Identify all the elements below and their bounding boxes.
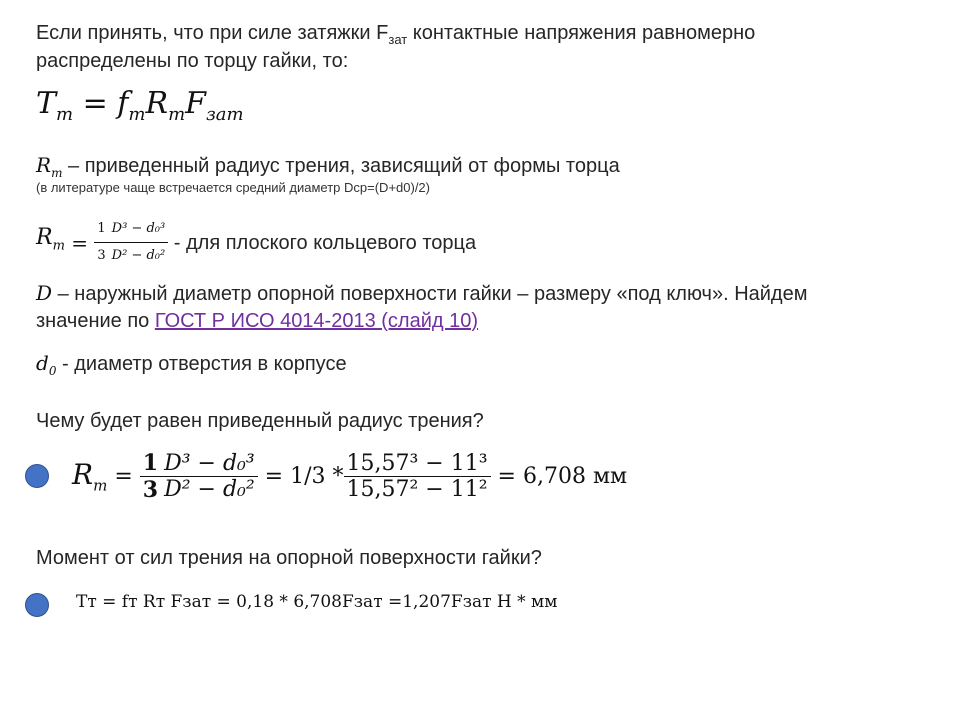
calc-symbolic-fraction: $\frac{\text{D³ − d₀³}}{\text{D² − d₀²}}$ [161, 451, 258, 502]
calc-radius-result: = 6,708 мм [490, 463, 628, 489]
outer-diameter-text: – наружный диаметр опорной поверхности гайки – размеру «под ключ». Найдем [52, 283, 808, 305]
radius-note: (в литературе чаще встречается средний диаметр Dср=(D+d0)/2) [36, 180, 430, 195]
formula-force-symbol: F [185, 86, 206, 121]
formula-torque-subscript: т [56, 104, 74, 125]
torque-calculation: Tт = fт Rт Fзат = 0,18 * 6,708Fзат =1,207Fзат Н * мм [76, 592, 558, 612]
gost-reference-link[interactable]: ГОСТ Р ИСО 4014-2013 (слайд 10) [154, 310, 479, 332]
reference-prefix: значение по [36, 310, 155, 332]
formula-radius-symbol: R [145, 86, 169, 121]
formula-equals-f: = f [73, 86, 129, 121]
radius-symbol: $R_т$ [36, 153, 63, 180]
calc-radius-bullet[interactable] [25, 464, 49, 488]
radius-formula-lhs: $R_т$ [36, 225, 65, 254]
formula-radius-subscript: т [168, 104, 186, 125]
bore-diameter-symbol: $d_0$ [36, 351, 57, 378]
radius-formula-coefficient: $\frac{1}{3}$ [94, 216, 108, 269]
intro-subscript: зат [388, 32, 408, 47]
formula-torque-symbol: T [36, 86, 57, 121]
question-radius: Чему будет равен приведенный радиус трения? [36, 410, 484, 432]
calc-numeric-fraction: $\frac{\text{15,57³ − 11³}}{\text{15,57² − 11²}}$ [344, 451, 491, 502]
calc-equals-1: = [107, 463, 140, 489]
bore-diameter-text: - диаметр отверстия в корпусе [56, 353, 347, 375]
bore-diameter-definition [36, 350, 347, 384]
radius-formula [36, 216, 476, 269]
radius-definition-text: – приведенный радиус трения, зависящий от формы торца [62, 155, 620, 177]
outer-diameter-symbol: D [36, 281, 53, 305]
outer-diameter-definition [36, 280, 807, 307]
formula-force-subscript: зат [205, 104, 244, 125]
radius-formula-fraction: $\frac{\text{D³ − d₀³}}{\text{D² − d₀²}}$ [109, 216, 169, 269]
outer-diameter-reference [36, 308, 478, 334]
radius-formula-equals: = [64, 230, 95, 255]
radius-formula-caption: - для плоского кольцевого торца [168, 231, 477, 254]
intro-text: Если принять, что при силе затяжки F [36, 22, 389, 44]
main-formula [36, 86, 244, 125]
intro-text-rest: контактные напряжения равномерно [407, 22, 756, 44]
calc-coefficient: $\frac{1}{3}$ [140, 450, 161, 503]
question-torque: Момент от сил трения на опорной поверхности гайки? [36, 547, 542, 569]
formula-f-subscript: т [128, 104, 146, 125]
radius-calculation [72, 446, 627, 506]
calc-multiplier: = 1/3 * [257, 463, 344, 489]
intro-line-2: распределены по торцу гайки, то: [36, 50, 349, 72]
calc-torque-bullet[interactable] [25, 593, 49, 617]
calc-radius-lhs: $R_т$ [72, 457, 108, 495]
